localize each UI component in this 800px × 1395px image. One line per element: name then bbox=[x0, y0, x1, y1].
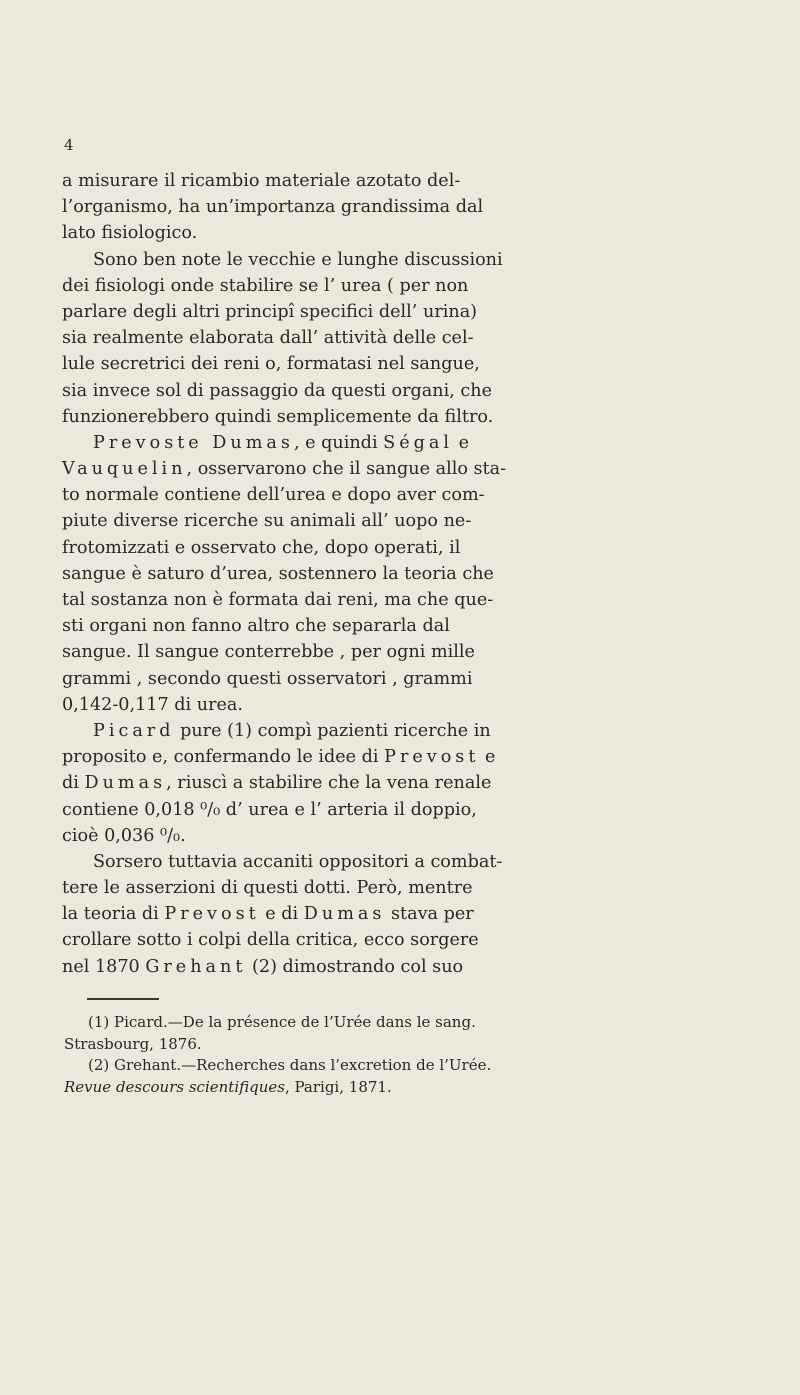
text-line: lule secretrici dei reni o, formatasi nel sangue, bbox=[62, 354, 480, 375]
text-fragment: proposito e, confermando le idee di bbox=[62, 747, 385, 768]
text-line: tal sostanza non è formata dai reni, ma che que- bbox=[62, 590, 494, 610]
text-line: lato fisiologico. bbox=[62, 223, 198, 244]
page-number: 4 bbox=[64, 136, 74, 154]
text-line: sti organi non fanno altro che separarla dal bbox=[62, 616, 450, 637]
author-name: Grehant bbox=[145, 956, 247, 977]
text-line bbox=[62, 901, 674, 927]
footnote-1-line-2: Strasbourg, 1876. bbox=[64, 1034, 202, 1053]
author-name: Dumas bbox=[303, 904, 386, 925]
text-line: 0,142-0,117 di urea. bbox=[62, 694, 243, 715]
text-fragment: nel 1870 bbox=[62, 956, 146, 977]
text-fragment: , e quindi bbox=[293, 432, 384, 453]
text-line bbox=[62, 456, 674, 482]
journal-title: Revue descours scientifiques bbox=[64, 1077, 285, 1096]
text-line bbox=[62, 744, 674, 770]
author-name: Ségal bbox=[383, 432, 454, 453]
text-fragment: , Parigi, 1871. bbox=[284, 1077, 392, 1096]
text-fragment: , osservarono che il sangue allo sta- bbox=[186, 459, 507, 480]
text-line: crollare sotto i colpi della critica, ecco sorgere bbox=[62, 930, 479, 951]
text-fragment: e di bbox=[259, 904, 304, 925]
text-line: sangue. Il sangue conterrebbe , per ogni mille bbox=[62, 642, 475, 663]
text-line bbox=[62, 770, 674, 796]
footnote-2-line-2 bbox=[64, 1077, 676, 1099]
author-name: Dumas bbox=[84, 773, 167, 794]
text-fragment: la teoria di bbox=[62, 904, 165, 925]
text-fragment: (2) dimostrando col suo bbox=[246, 956, 464, 977]
text-line: cioè 0,036 ⁰/₀. bbox=[62, 825, 186, 846]
text-line bbox=[62, 430, 674, 456]
text-line: parlare degli altri principî specifici dell’ urina) bbox=[62, 301, 478, 322]
text-line bbox=[62, 954, 674, 980]
text-line: sia realmente elaborata dall’ attività delle cel- bbox=[62, 328, 474, 349]
text-line: contiene 0,018 ⁰/₀ d’ urea e l’ arteria il doppio, bbox=[62, 799, 477, 820]
text-line: l’organismo, ha un’importanza grandissima dal bbox=[62, 197, 484, 218]
footnote-1-line-1: (1) Picard.—De la présence de l’Urée dans le sang. bbox=[88, 1013, 476, 1031]
text-fragment: pure (1) compì pazienti ricerche in bbox=[174, 720, 491, 741]
author-name: Prevost bbox=[384, 747, 480, 768]
text-fragment: e bbox=[479, 747, 496, 768]
text-line: funzionerebbero quindi semplicemente da filtro. bbox=[62, 406, 494, 427]
text-line: frotomizzati e osservato che, dopo operati, il bbox=[62, 537, 461, 558]
author-name: Vauquelin bbox=[62, 459, 187, 480]
text-line: a misurare il ricambio materiale azotato del- bbox=[62, 171, 461, 191]
footnote-2-line-1: (2) Grehant.—Recherches dans l’excretion de l’Urée. bbox=[88, 1056, 492, 1074]
text-line: Sono ben note le vecchie e lunghe discussioni bbox=[93, 249, 503, 270]
text-fragment: stava per bbox=[385, 904, 474, 925]
text-fragment: di bbox=[62, 773, 85, 794]
text-line: to normale contiene dell’urea e dopo aver com- bbox=[62, 485, 485, 506]
text-line: Sorsero tuttavia accaniti oppositori a combat- bbox=[93, 851, 503, 872]
author-name: Prevost bbox=[164, 904, 260, 925]
text-line bbox=[62, 718, 674, 744]
text-fragment: e bbox=[453, 432, 470, 453]
author-name: Prevoste Dumas bbox=[93, 432, 294, 453]
body-text bbox=[62, 168, 674, 980]
footnote-divider bbox=[87, 998, 159, 1000]
footnotes bbox=[64, 1012, 676, 1098]
author-name: Picard bbox=[93, 720, 175, 741]
text-line: dei fisiologi onde stabilire se l’ urea ( per non bbox=[62, 275, 469, 296]
text-fragment: , riuscì a stabilire che la vena renale bbox=[166, 773, 492, 794]
text-line: tere le asserzioni di questi dotti. Però, mentre bbox=[62, 878, 473, 899]
text-line: piute diverse ricerche su animali all’ uopo ne- bbox=[62, 511, 472, 532]
text-line: sia invece sol di passaggio da questi organi, che bbox=[62, 380, 493, 401]
text-line: sangue è saturo d’urea, sostennero la teoria che bbox=[62, 563, 494, 584]
text-line: grammi , secondo questi osservatori , grammi bbox=[62, 668, 473, 689]
